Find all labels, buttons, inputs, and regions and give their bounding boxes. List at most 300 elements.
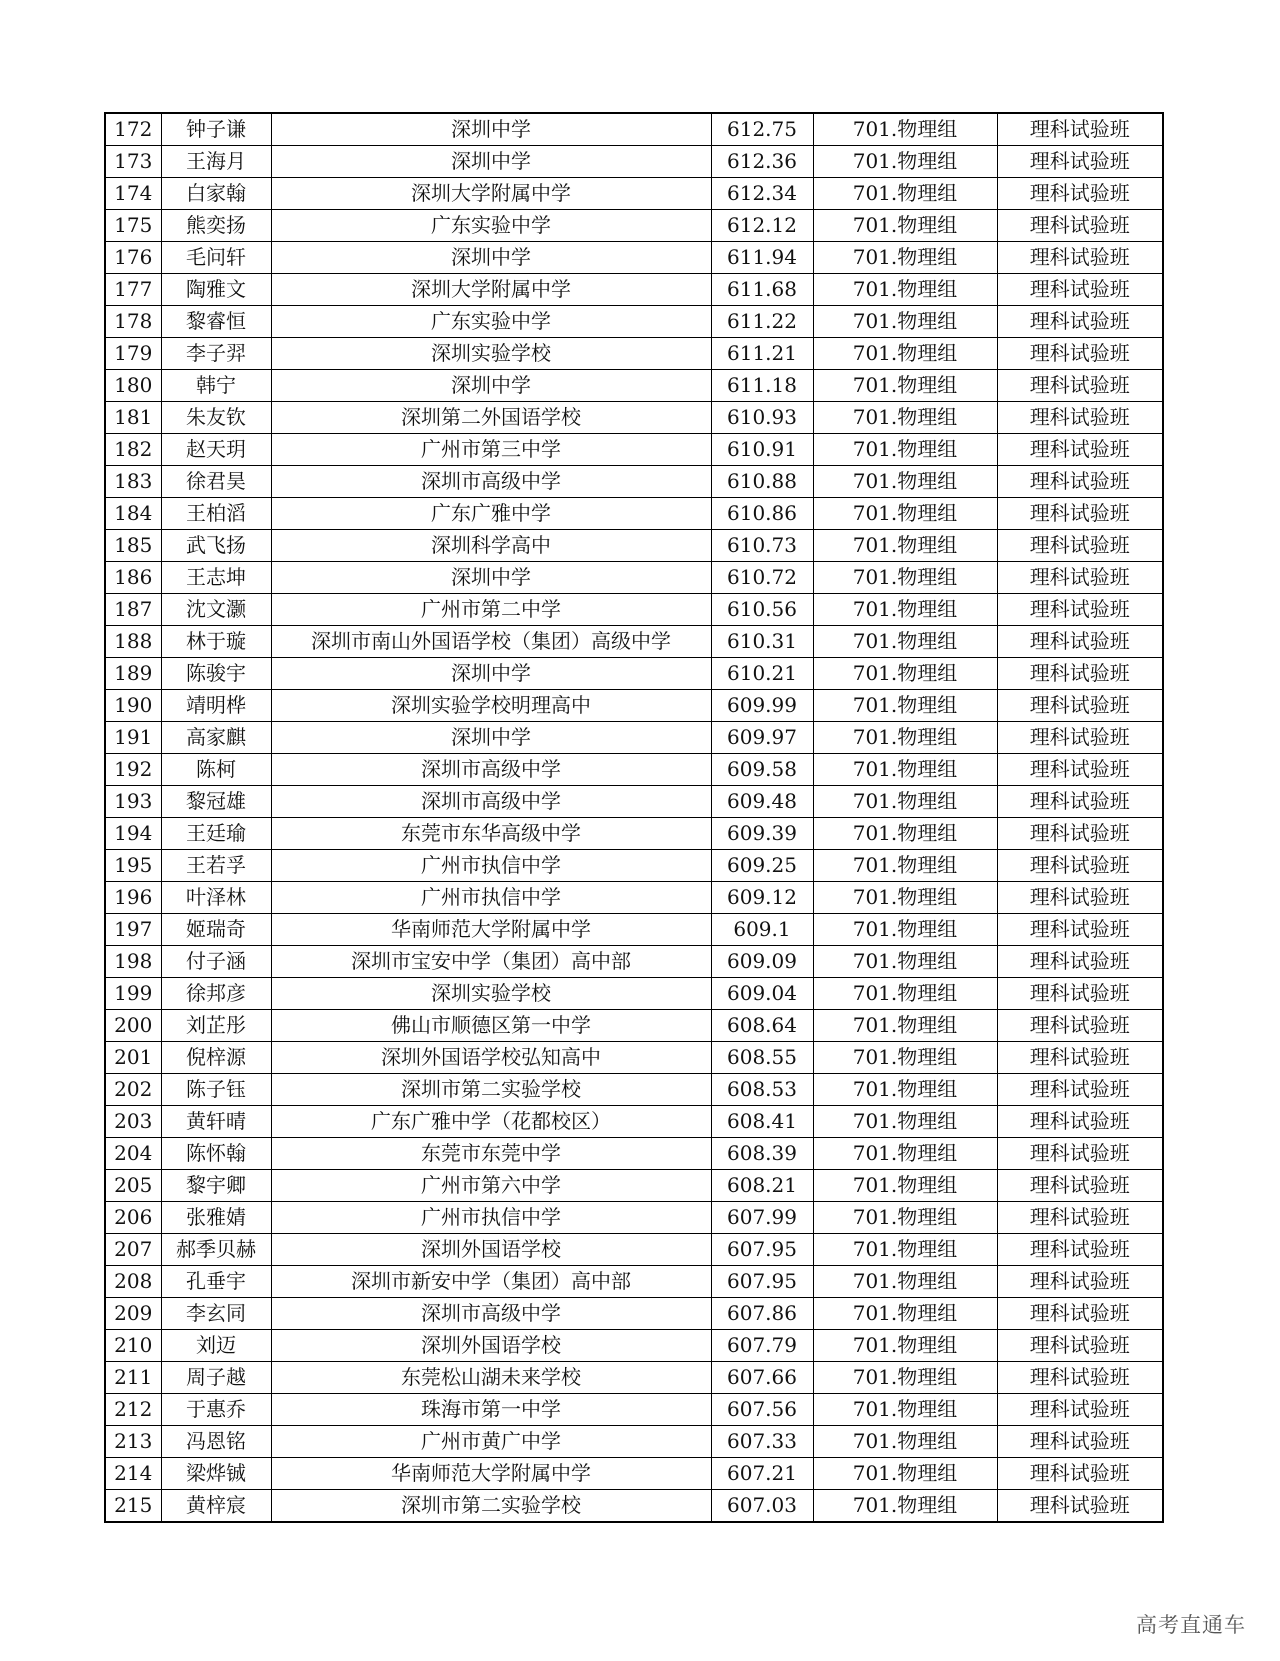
cell-class: 理科试验班 xyxy=(997,178,1163,210)
cell-rank: 208 xyxy=(105,1266,161,1298)
cell-name: 王柏滔 xyxy=(161,498,271,530)
cell-class: 理科试验班 xyxy=(997,818,1163,850)
cell-score: 612.34 xyxy=(711,178,813,210)
cell-name: 张雅婧 xyxy=(161,1202,271,1234)
cell-name: 黄梓宸 xyxy=(161,1490,271,1523)
cell-rank: 198 xyxy=(105,946,161,978)
cell-name: 付子涵 xyxy=(161,946,271,978)
cell-name: 毛问轩 xyxy=(161,242,271,274)
cell-score: 610.93 xyxy=(711,402,813,434)
cell-school: 深圳市新安中学（集团）高中部 xyxy=(271,1266,711,1298)
cell-class: 理科试验班 xyxy=(997,1234,1163,1266)
table-row xyxy=(105,498,1163,530)
cell-score: 607.33 xyxy=(711,1426,813,1458)
table-row xyxy=(105,434,1163,466)
cell-group: 701.物理组 xyxy=(813,882,997,914)
cell-name: 陈怀翰 xyxy=(161,1138,271,1170)
cell-group: 701.物理组 xyxy=(813,274,997,306)
cell-group: 701.物理组 xyxy=(813,242,997,274)
table-row xyxy=(105,754,1163,786)
cell-school: 深圳实验学校 xyxy=(271,338,711,370)
cell-class: 理科试验班 xyxy=(997,914,1163,946)
table-row xyxy=(105,626,1163,658)
cell-score: 611.22 xyxy=(711,306,813,338)
cell-group: 701.物理组 xyxy=(813,466,997,498)
cell-score: 608.39 xyxy=(711,1138,813,1170)
cell-school: 东莞市东莞中学 xyxy=(271,1138,711,1170)
cell-school: 深圳第二外国语学校 xyxy=(271,402,711,434)
cell-rank: 185 xyxy=(105,530,161,562)
cell-class: 理科试验班 xyxy=(997,562,1163,594)
cell-school: 深圳中学 xyxy=(271,722,711,754)
cell-class: 理科试验班 xyxy=(997,786,1163,818)
cell-score: 610.86 xyxy=(711,498,813,530)
table-row xyxy=(105,274,1163,306)
cell-name: 赵天玥 xyxy=(161,434,271,466)
cell-group: 701.物理组 xyxy=(813,850,997,882)
table-row xyxy=(105,1234,1163,1266)
cell-school: 珠海市第一中学 xyxy=(271,1394,711,1426)
cell-group: 701.物理组 xyxy=(813,1426,997,1458)
cell-name: 李子羿 xyxy=(161,338,271,370)
cell-score: 610.21 xyxy=(711,658,813,690)
cell-score: 607.79 xyxy=(711,1330,813,1362)
cell-group: 701.物理组 xyxy=(813,1010,997,1042)
cell-score: 611.18 xyxy=(711,370,813,402)
cell-score: 608.55 xyxy=(711,1042,813,1074)
table-row xyxy=(105,402,1163,434)
cell-class: 理科试验班 xyxy=(997,1106,1163,1138)
cell-class: 理科试验班 xyxy=(997,1394,1163,1426)
cell-rank: 181 xyxy=(105,402,161,434)
cell-school: 东莞松山湖未来学校 xyxy=(271,1362,711,1394)
cell-school: 广东实验中学 xyxy=(271,306,711,338)
cell-group: 701.物理组 xyxy=(813,1138,997,1170)
cell-school: 广州市第六中学 xyxy=(271,1170,711,1202)
cell-class: 理科试验班 xyxy=(997,1170,1163,1202)
cell-score: 609.04 xyxy=(711,978,813,1010)
cell-score: 612.12 xyxy=(711,210,813,242)
cell-group: 701.物理组 xyxy=(813,434,997,466)
cell-rank: 213 xyxy=(105,1426,161,1458)
table-row xyxy=(105,1298,1163,1330)
cell-score: 608.64 xyxy=(711,1010,813,1042)
cell-rank: 194 xyxy=(105,818,161,850)
cell-group: 701.物理组 xyxy=(813,113,997,146)
cell-rank: 184 xyxy=(105,498,161,530)
cell-rank: 195 xyxy=(105,850,161,882)
cell-score: 609.97 xyxy=(711,722,813,754)
cell-rank: 189 xyxy=(105,658,161,690)
cell-score: 610.88 xyxy=(711,466,813,498)
cell-score: 607.99 xyxy=(711,1202,813,1234)
cell-name: 黎睿恒 xyxy=(161,306,271,338)
cell-name: 武飞扬 xyxy=(161,530,271,562)
cell-rank: 191 xyxy=(105,722,161,754)
cell-name: 王志坤 xyxy=(161,562,271,594)
cell-name: 陶雅文 xyxy=(161,274,271,306)
cell-group: 701.物理组 xyxy=(813,1042,997,1074)
cell-school: 深圳市高级中学 xyxy=(271,466,711,498)
cell-class: 理科试验班 xyxy=(997,1138,1163,1170)
table-row xyxy=(105,1010,1163,1042)
cell-score: 609.1 xyxy=(711,914,813,946)
table-row xyxy=(105,1330,1163,1362)
table-row xyxy=(105,1490,1163,1523)
cell-name: 黎冠雄 xyxy=(161,786,271,818)
cell-name: 陈柯 xyxy=(161,754,271,786)
table-row xyxy=(105,1458,1163,1490)
cell-rank: 180 xyxy=(105,370,161,402)
cell-class: 理科试验班 xyxy=(997,1298,1163,1330)
cell-rank: 175 xyxy=(105,210,161,242)
cell-score: 610.91 xyxy=(711,434,813,466)
cell-group: 701.物理组 xyxy=(813,146,997,178)
table-row xyxy=(105,1138,1163,1170)
cell-group: 701.物理组 xyxy=(813,1202,997,1234)
cell-score: 607.95 xyxy=(711,1266,813,1298)
cell-rank: 209 xyxy=(105,1298,161,1330)
cell-name: 冯恩铭 xyxy=(161,1426,271,1458)
cell-class: 理科试验班 xyxy=(997,1202,1163,1234)
table-row xyxy=(105,370,1163,402)
cell-rank: 203 xyxy=(105,1106,161,1138)
cell-name: 孔垂宇 xyxy=(161,1266,271,1298)
cell-rank: 193 xyxy=(105,786,161,818)
cell-rank: 204 xyxy=(105,1138,161,1170)
cell-class: 理科试验班 xyxy=(997,1010,1163,1042)
table-row xyxy=(105,850,1163,882)
cell-group: 701.物理组 xyxy=(813,1330,997,1362)
cell-name: 黄轩晴 xyxy=(161,1106,271,1138)
cell-rank: 196 xyxy=(105,882,161,914)
cell-score: 612.75 xyxy=(711,113,813,146)
cell-class: 理科试验班 xyxy=(997,530,1163,562)
table-row xyxy=(105,658,1163,690)
cell-rank: 206 xyxy=(105,1202,161,1234)
table-row xyxy=(105,1042,1163,1074)
cell-class: 理科试验班 xyxy=(997,466,1163,498)
cell-score: 612.36 xyxy=(711,146,813,178)
table-row xyxy=(105,1202,1163,1234)
cell-school: 深圳中学 xyxy=(271,370,711,402)
cell-school: 广东实验中学 xyxy=(271,210,711,242)
cell-score: 608.41 xyxy=(711,1106,813,1138)
cell-name: 徐邦彦 xyxy=(161,978,271,1010)
cell-name: 于惠乔 xyxy=(161,1394,271,1426)
cell-rank: 182 xyxy=(105,434,161,466)
cell-rank: 177 xyxy=(105,274,161,306)
cell-school: 深圳大学附属中学 xyxy=(271,178,711,210)
table-row xyxy=(105,978,1163,1010)
cell-school: 深圳市高级中学 xyxy=(271,786,711,818)
cell-school: 深圳实验学校 xyxy=(271,978,711,1010)
cell-rank: 183 xyxy=(105,466,161,498)
table-row xyxy=(105,466,1163,498)
cell-class: 理科试验班 xyxy=(997,1330,1163,1362)
cell-school: 广州市执信中学 xyxy=(271,882,711,914)
table-body xyxy=(105,113,1163,1522)
cell-class: 理科试验班 xyxy=(997,850,1163,882)
cell-group: 701.物理组 xyxy=(813,1298,997,1330)
cell-score: 609.39 xyxy=(711,818,813,850)
cell-class: 理科试验班 xyxy=(997,1074,1163,1106)
cell-group: 701.物理组 xyxy=(813,306,997,338)
cell-group: 701.物理组 xyxy=(813,1074,997,1106)
table-row xyxy=(105,1362,1163,1394)
cell-name: 姬瑞奇 xyxy=(161,914,271,946)
table-row xyxy=(105,818,1163,850)
cell-rank: 176 xyxy=(105,242,161,274)
cell-class: 理科试验班 xyxy=(997,434,1163,466)
table-row xyxy=(105,786,1163,818)
cell-school: 深圳大学附属中学 xyxy=(271,274,711,306)
cell-group: 701.物理组 xyxy=(813,946,997,978)
cell-group: 701.物理组 xyxy=(813,1234,997,1266)
cell-name: 刘芷彤 xyxy=(161,1010,271,1042)
cell-school: 深圳中学 xyxy=(271,562,711,594)
table-row xyxy=(105,113,1163,146)
cell-school: 佛山市顺德区第一中学 xyxy=(271,1010,711,1042)
cell-school: 深圳科学高中 xyxy=(271,530,711,562)
cell-name: 熊奕扬 xyxy=(161,210,271,242)
cell-score: 609.58 xyxy=(711,754,813,786)
cell-score: 609.48 xyxy=(711,786,813,818)
cell-group: 701.物理组 xyxy=(813,178,997,210)
cell-class: 理科试验班 xyxy=(997,594,1163,626)
cell-score: 610.72 xyxy=(711,562,813,594)
cell-school: 华南师范大学附属中学 xyxy=(271,914,711,946)
cell-name: 徐君昊 xyxy=(161,466,271,498)
cell-class: 理科试验班 xyxy=(997,274,1163,306)
cell-class: 理科试验班 xyxy=(997,690,1163,722)
cell-rank: 190 xyxy=(105,690,161,722)
cell-rank: 172 xyxy=(105,113,161,146)
cell-school: 深圳外国语学校 xyxy=(271,1234,711,1266)
cell-score: 607.86 xyxy=(711,1298,813,1330)
cell-school: 深圳市第二实验学校 xyxy=(271,1074,711,1106)
table-row xyxy=(105,306,1163,338)
cell-name: 王若孚 xyxy=(161,850,271,882)
cell-school: 广州市执信中学 xyxy=(271,1202,711,1234)
cell-name: 高家麒 xyxy=(161,722,271,754)
cell-name: 黎宇卿 xyxy=(161,1170,271,1202)
cell-name: 周子越 xyxy=(161,1362,271,1394)
cell-group: 701.物理组 xyxy=(813,1490,997,1523)
admission-table xyxy=(104,112,1164,1523)
table-row xyxy=(105,178,1163,210)
table-row xyxy=(105,146,1163,178)
cell-rank: 179 xyxy=(105,338,161,370)
cell-score: 608.53 xyxy=(711,1074,813,1106)
cell-school: 深圳中学 xyxy=(271,242,711,274)
cell-rank: 214 xyxy=(105,1458,161,1490)
cell-name: 王廷瑜 xyxy=(161,818,271,850)
table-row xyxy=(105,722,1163,754)
cell-school: 广州市黄广中学 xyxy=(271,1426,711,1458)
cell-group: 701.物理组 xyxy=(813,1394,997,1426)
cell-group: 701.物理组 xyxy=(813,338,997,370)
cell-score: 611.68 xyxy=(711,274,813,306)
cell-school: 广东广雅中学（花都校区） xyxy=(271,1106,711,1138)
table-row xyxy=(105,242,1163,274)
cell-class: 理科试验班 xyxy=(997,113,1163,146)
cell-class: 理科试验班 xyxy=(997,1458,1163,1490)
cell-score: 610.56 xyxy=(711,594,813,626)
cell-group: 701.物理组 xyxy=(813,1362,997,1394)
cell-group: 701.物理组 xyxy=(813,562,997,594)
cell-group: 701.物理组 xyxy=(813,1106,997,1138)
cell-name: 钟子谦 xyxy=(161,113,271,146)
cell-class: 理科试验班 xyxy=(997,658,1163,690)
cell-class: 理科试验班 xyxy=(997,146,1163,178)
table-row xyxy=(105,562,1163,594)
cell-rank: 186 xyxy=(105,562,161,594)
cell-name: 李玄同 xyxy=(161,1298,271,1330)
cell-group: 701.物理组 xyxy=(813,1170,997,1202)
cell-rank: 192 xyxy=(105,754,161,786)
cell-class: 理科试验班 xyxy=(997,722,1163,754)
cell-group: 701.物理组 xyxy=(813,594,997,626)
cell-rank: 215 xyxy=(105,1490,161,1523)
cell-school: 东莞市东华高级中学 xyxy=(271,818,711,850)
table-row xyxy=(105,1266,1163,1298)
table-row xyxy=(105,882,1163,914)
table-row xyxy=(105,530,1163,562)
cell-score: 607.21 xyxy=(711,1458,813,1490)
cell-rank: 211 xyxy=(105,1362,161,1394)
cell-name: 陈子钰 xyxy=(161,1074,271,1106)
cell-rank: 202 xyxy=(105,1074,161,1106)
cell-school: 深圳外国语学校 xyxy=(271,1330,711,1362)
table-row xyxy=(105,1074,1163,1106)
cell-group: 701.物理组 xyxy=(813,658,997,690)
table-row xyxy=(105,914,1163,946)
cell-score: 609.09 xyxy=(711,946,813,978)
table-row xyxy=(105,1394,1163,1426)
cell-name: 叶泽林 xyxy=(161,882,271,914)
cell-name: 朱友钦 xyxy=(161,402,271,434)
cell-score: 611.94 xyxy=(711,242,813,274)
cell-rank: 207 xyxy=(105,1234,161,1266)
table-row xyxy=(105,338,1163,370)
cell-class: 理科试验班 xyxy=(997,626,1163,658)
cell-school: 广州市第三中学 xyxy=(271,434,711,466)
table-row xyxy=(105,1426,1163,1458)
cell-name: 靖明桦 xyxy=(161,690,271,722)
cell-name: 刘迈 xyxy=(161,1330,271,1362)
cell-name: 陈骏宇 xyxy=(161,658,271,690)
cell-rank: 212 xyxy=(105,1394,161,1426)
cell-rank: 197 xyxy=(105,914,161,946)
cell-school: 深圳实验学校明理高中 xyxy=(271,690,711,722)
cell-class: 理科试验班 xyxy=(997,1426,1163,1458)
cell-rank: 200 xyxy=(105,1010,161,1042)
cell-class: 理科试验班 xyxy=(997,1490,1163,1523)
cell-class: 理科试验班 xyxy=(997,306,1163,338)
cell-school: 广州市第二中学 xyxy=(271,594,711,626)
cell-name: 林于璇 xyxy=(161,626,271,658)
cell-class: 理科试验班 xyxy=(997,242,1163,274)
cell-group: 701.物理组 xyxy=(813,786,997,818)
cell-class: 理科试验班 xyxy=(997,1266,1163,1298)
cell-school: 深圳市高级中学 xyxy=(271,754,711,786)
table-row xyxy=(105,210,1163,242)
cell-group: 701.物理组 xyxy=(813,722,997,754)
cell-group: 701.物理组 xyxy=(813,498,997,530)
cell-group: 701.物理组 xyxy=(813,914,997,946)
cell-name: 梁烨铖 xyxy=(161,1458,271,1490)
cell-name: 韩宁 xyxy=(161,370,271,402)
cell-group: 701.物理组 xyxy=(813,402,997,434)
cell-score: 609.99 xyxy=(711,690,813,722)
cell-rank: 178 xyxy=(105,306,161,338)
cell-school: 深圳外国语学校弘知高中 xyxy=(271,1042,711,1074)
cell-school: 深圳中学 xyxy=(271,658,711,690)
cell-name: 王海月 xyxy=(161,146,271,178)
cell-name: 沈文灏 xyxy=(161,594,271,626)
cell-group: 701.物理组 xyxy=(813,690,997,722)
cell-name: 白家翰 xyxy=(161,178,271,210)
cell-class: 理科试验班 xyxy=(997,1042,1163,1074)
cell-school: 深圳市第二实验学校 xyxy=(271,1490,711,1523)
cell-rank: 174 xyxy=(105,178,161,210)
cell-rank: 199 xyxy=(105,978,161,1010)
cell-school: 华南师范大学附属中学 xyxy=(271,1458,711,1490)
table-row xyxy=(105,1106,1163,1138)
cell-group: 701.物理组 xyxy=(813,626,997,658)
cell-score: 609.12 xyxy=(711,882,813,914)
watermark-text: 高考直通车 xyxy=(1136,1613,1246,1637)
cell-school: 深圳市宝安中学（集团）高中部 xyxy=(271,946,711,978)
cell-school: 深圳市高级中学 xyxy=(271,1298,711,1330)
cell-class: 理科试验班 xyxy=(997,946,1163,978)
cell-school: 广东广雅中学 xyxy=(271,498,711,530)
cell-group: 701.物理组 xyxy=(813,210,997,242)
cell-class: 理科试验班 xyxy=(997,338,1163,370)
cell-group: 701.物理组 xyxy=(813,530,997,562)
cell-rank: 187 xyxy=(105,594,161,626)
cell-group: 701.物理组 xyxy=(813,370,997,402)
cell-group: 701.物理组 xyxy=(813,1458,997,1490)
cell-score: 607.95 xyxy=(711,1234,813,1266)
cell-name: 郝季贝赫 xyxy=(161,1234,271,1266)
cell-class: 理科试验班 xyxy=(997,210,1163,242)
cell-score: 607.03 xyxy=(711,1490,813,1523)
cell-group: 701.物理组 xyxy=(813,1266,997,1298)
cell-rank: 173 xyxy=(105,146,161,178)
cell-rank: 210 xyxy=(105,1330,161,1362)
cell-score: 610.73 xyxy=(711,530,813,562)
cell-score: 611.21 xyxy=(711,338,813,370)
cell-class: 理科试验班 xyxy=(997,498,1163,530)
cell-score: 607.66 xyxy=(711,1362,813,1394)
cell-group: 701.物理组 xyxy=(813,818,997,850)
cell-school: 广州市执信中学 xyxy=(271,850,711,882)
table-row xyxy=(105,594,1163,626)
cell-class: 理科试验班 xyxy=(997,882,1163,914)
cell-group: 701.物理组 xyxy=(813,978,997,1010)
cell-class: 理科试验班 xyxy=(997,1362,1163,1394)
cell-rank: 188 xyxy=(105,626,161,658)
cell-score: 610.31 xyxy=(711,626,813,658)
cell-score: 607.56 xyxy=(711,1394,813,1426)
cell-class: 理科试验班 xyxy=(997,978,1163,1010)
cell-score: 609.25 xyxy=(711,850,813,882)
cell-name: 倪梓源 xyxy=(161,1042,271,1074)
cell-group: 701.物理组 xyxy=(813,754,997,786)
table-row xyxy=(105,690,1163,722)
